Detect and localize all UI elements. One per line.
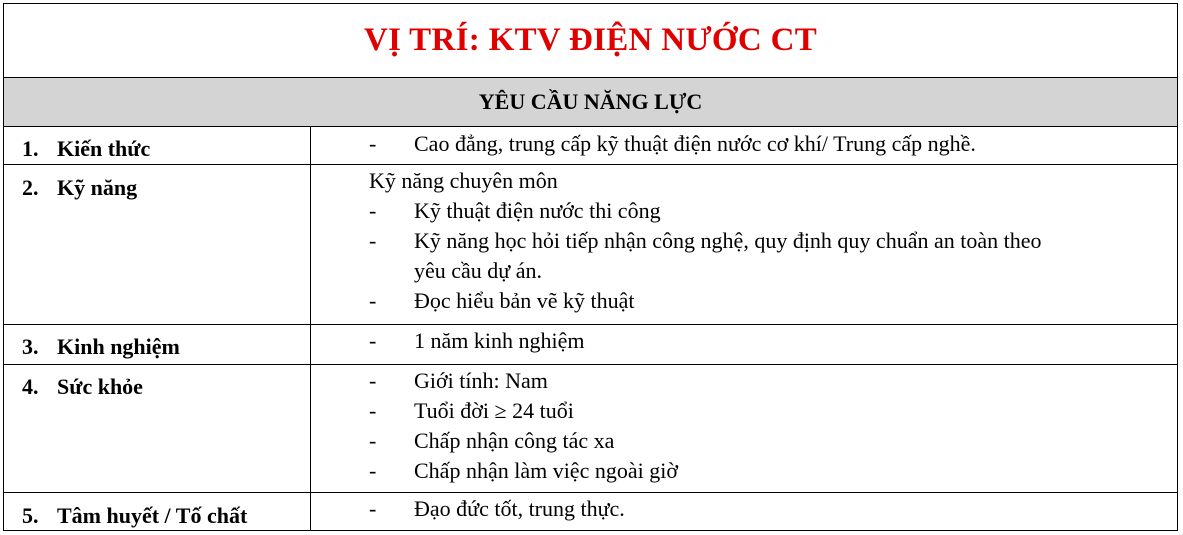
content-line: Kỹ thuật điện nước thi công (414, 198, 661, 223)
content-cell (311, 325, 1177, 364)
content-cell (311, 165, 1177, 324)
content-line: Đọc hiểu bản vẽ kỹ thuật (414, 288, 635, 313)
content-cell (311, 127, 1177, 164)
bullet-dash: - (369, 398, 377, 423)
bullet-dash: - (369, 131, 377, 156)
bullet-dash: - (369, 288, 377, 313)
position-title: VỊ TRÍ: KTV ĐIỆN NƯỚC CT (363, 22, 818, 58)
bullet-dash: - (369, 228, 377, 253)
bullet-dash: - (369, 458, 377, 483)
row-number: 1. (22, 136, 39, 161)
content-line: Chấp nhận làm việc ngoài giờ (414, 458, 678, 483)
content-line: Chấp nhận công tác xa (414, 428, 615, 453)
row-label-text: Sức khỏe (57, 374, 143, 399)
row-number: 4. (22, 374, 39, 399)
bullet-dash: - (369, 496, 377, 521)
requirement-row-skills (4, 165, 1177, 325)
row-label (22, 136, 150, 162)
section-header-row (4, 78, 1177, 127)
title-row (4, 4, 1177, 78)
content-line: Tuổi đời ≥ 24 tuổi (414, 398, 574, 423)
row-number: 5. (22, 503, 39, 528)
row-label (22, 175, 137, 201)
label-cell (4, 365, 311, 492)
requirement-row-experience (4, 325, 1177, 365)
row-label-text: Kỹ năng (57, 175, 138, 200)
content-line: Kỹ năng học hỏi tiếp nhận công nghệ, quy định quy chuẩn an toàn theo (414, 228, 1042, 253)
row-label-text: Kinh nghiệm (57, 334, 180, 359)
content-cell (311, 365, 1177, 492)
bullet-dash: - (369, 368, 377, 393)
content-line: Kỹ năng chuyên môn (369, 168, 558, 193)
row-label (22, 374, 143, 400)
bullet-dash: - (369, 198, 377, 223)
bullet-dash: - (369, 428, 377, 453)
requirement-row-knowledge (4, 127, 1177, 165)
row-label-text: Kiến thức (57, 136, 151, 161)
content-line: Cao đẳng, trung cấp kỹ thuật điện nước cơ khí/ Trung cấp nghề. (414, 131, 976, 156)
row-number: 2. (22, 175, 39, 200)
label-cell (4, 127, 311, 164)
requirement-row-dedication (4, 493, 1177, 531)
section-header: YÊU CẦU NĂNG LỰC (478, 89, 703, 114)
row-label-text: Tâm huyết / Tố chất (57, 503, 248, 528)
label-cell (4, 325, 311, 364)
row-label (22, 334, 180, 360)
bullet-dash: - (369, 328, 377, 353)
content-line: Giới tính: Nam (414, 368, 548, 393)
requirements-table (3, 3, 1178, 531)
content-cell (311, 493, 1177, 531)
row-number: 3. (22, 334, 39, 359)
requirement-row-health (4, 365, 1177, 493)
content-line: 1 năm kinh nghiệm (414, 328, 585, 353)
row-label (22, 503, 247, 529)
label-cell (4, 493, 311, 531)
content-line: yêu cầu dự án. (414, 258, 542, 283)
content-line: Đạo đức tốt, trung thực. (414, 496, 625, 521)
label-cell (4, 165, 311, 324)
